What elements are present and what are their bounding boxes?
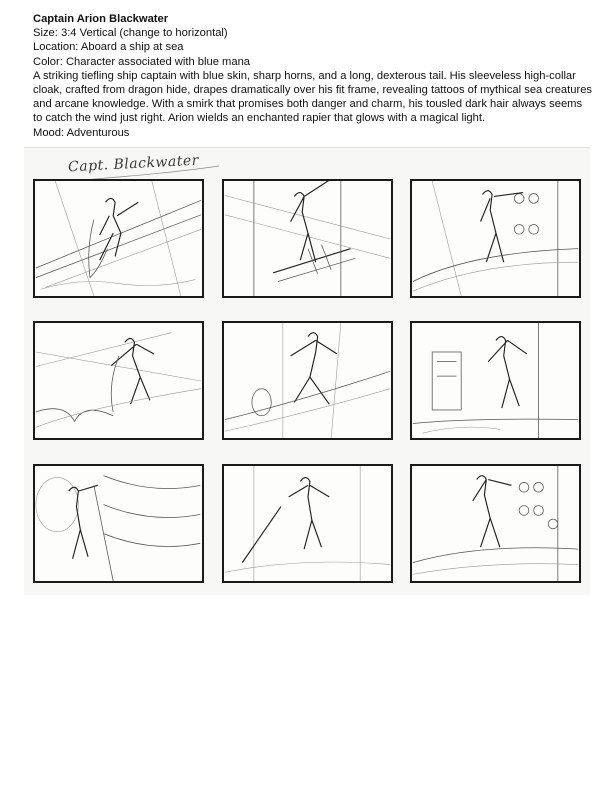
- color-line: Color: Character associated with blue mana: [33, 55, 251, 68]
- handwritten-heading: Capt. Blackwater: [67, 152, 200, 176]
- sketch-captain-rope-pulleys: [412, 466, 579, 581]
- sketch-captain-with-pulleys: [412, 181, 579, 296]
- thumbnail-panel-6: [410, 321, 581, 440]
- thumbnail-panel-3: [410, 179, 581, 298]
- sketch-captain-on-bowsprit: [35, 181, 202, 296]
- sketch-captain-lunging: [224, 323, 391, 438]
- thumbnail-panel-9: [410, 464, 581, 583]
- thumbnail-panel-7: [33, 464, 204, 583]
- sketch-captain-by-mast: [412, 323, 579, 438]
- thumbnail-panel-4: [33, 321, 204, 440]
- thumbnail-panel-5: [222, 321, 393, 440]
- sketch-captain-drawing-rapier: [224, 466, 391, 581]
- thumbnail-panel-1: [33, 179, 204, 298]
- sketch-captain-in-rigging: [224, 181, 391, 296]
- thumbnail-sketch-sheet: [24, 147, 590, 595]
- location-line: Location: Aboard a ship at sea: [33, 41, 184, 54]
- thumbnail-panel-2: [222, 179, 393, 298]
- description-paragraph: A striking tiefling ship captain with blue skin, sharp horns, and a long, dexterous tail. His sleeveless high-collar cloak, crafted from dragon hide, drapes dramatically over his fit frame, revealing tattoos of mythical sea creatures and arcane knowledge. With a smirk that promises both danger and charm, his tousled dark hair always seems to catch the wind just right. Arion wields an enchanted rapier that glows with a magical light.: [33, 69, 593, 125]
- sketch-captain-silhouette-by-sail: [35, 466, 202, 581]
- mood-line: Mood: Adventurous: [33, 126, 130, 139]
- size-line: Size: 3:4 Vertical (change to horizontal): [33, 27, 228, 40]
- character-brief: [33, 12, 593, 140]
- character-name: Captain Arion Blackwater: [33, 13, 169, 25]
- sketch-captain-wind-swept: [35, 323, 202, 438]
- thumbnail-panel-8: [222, 464, 393, 583]
